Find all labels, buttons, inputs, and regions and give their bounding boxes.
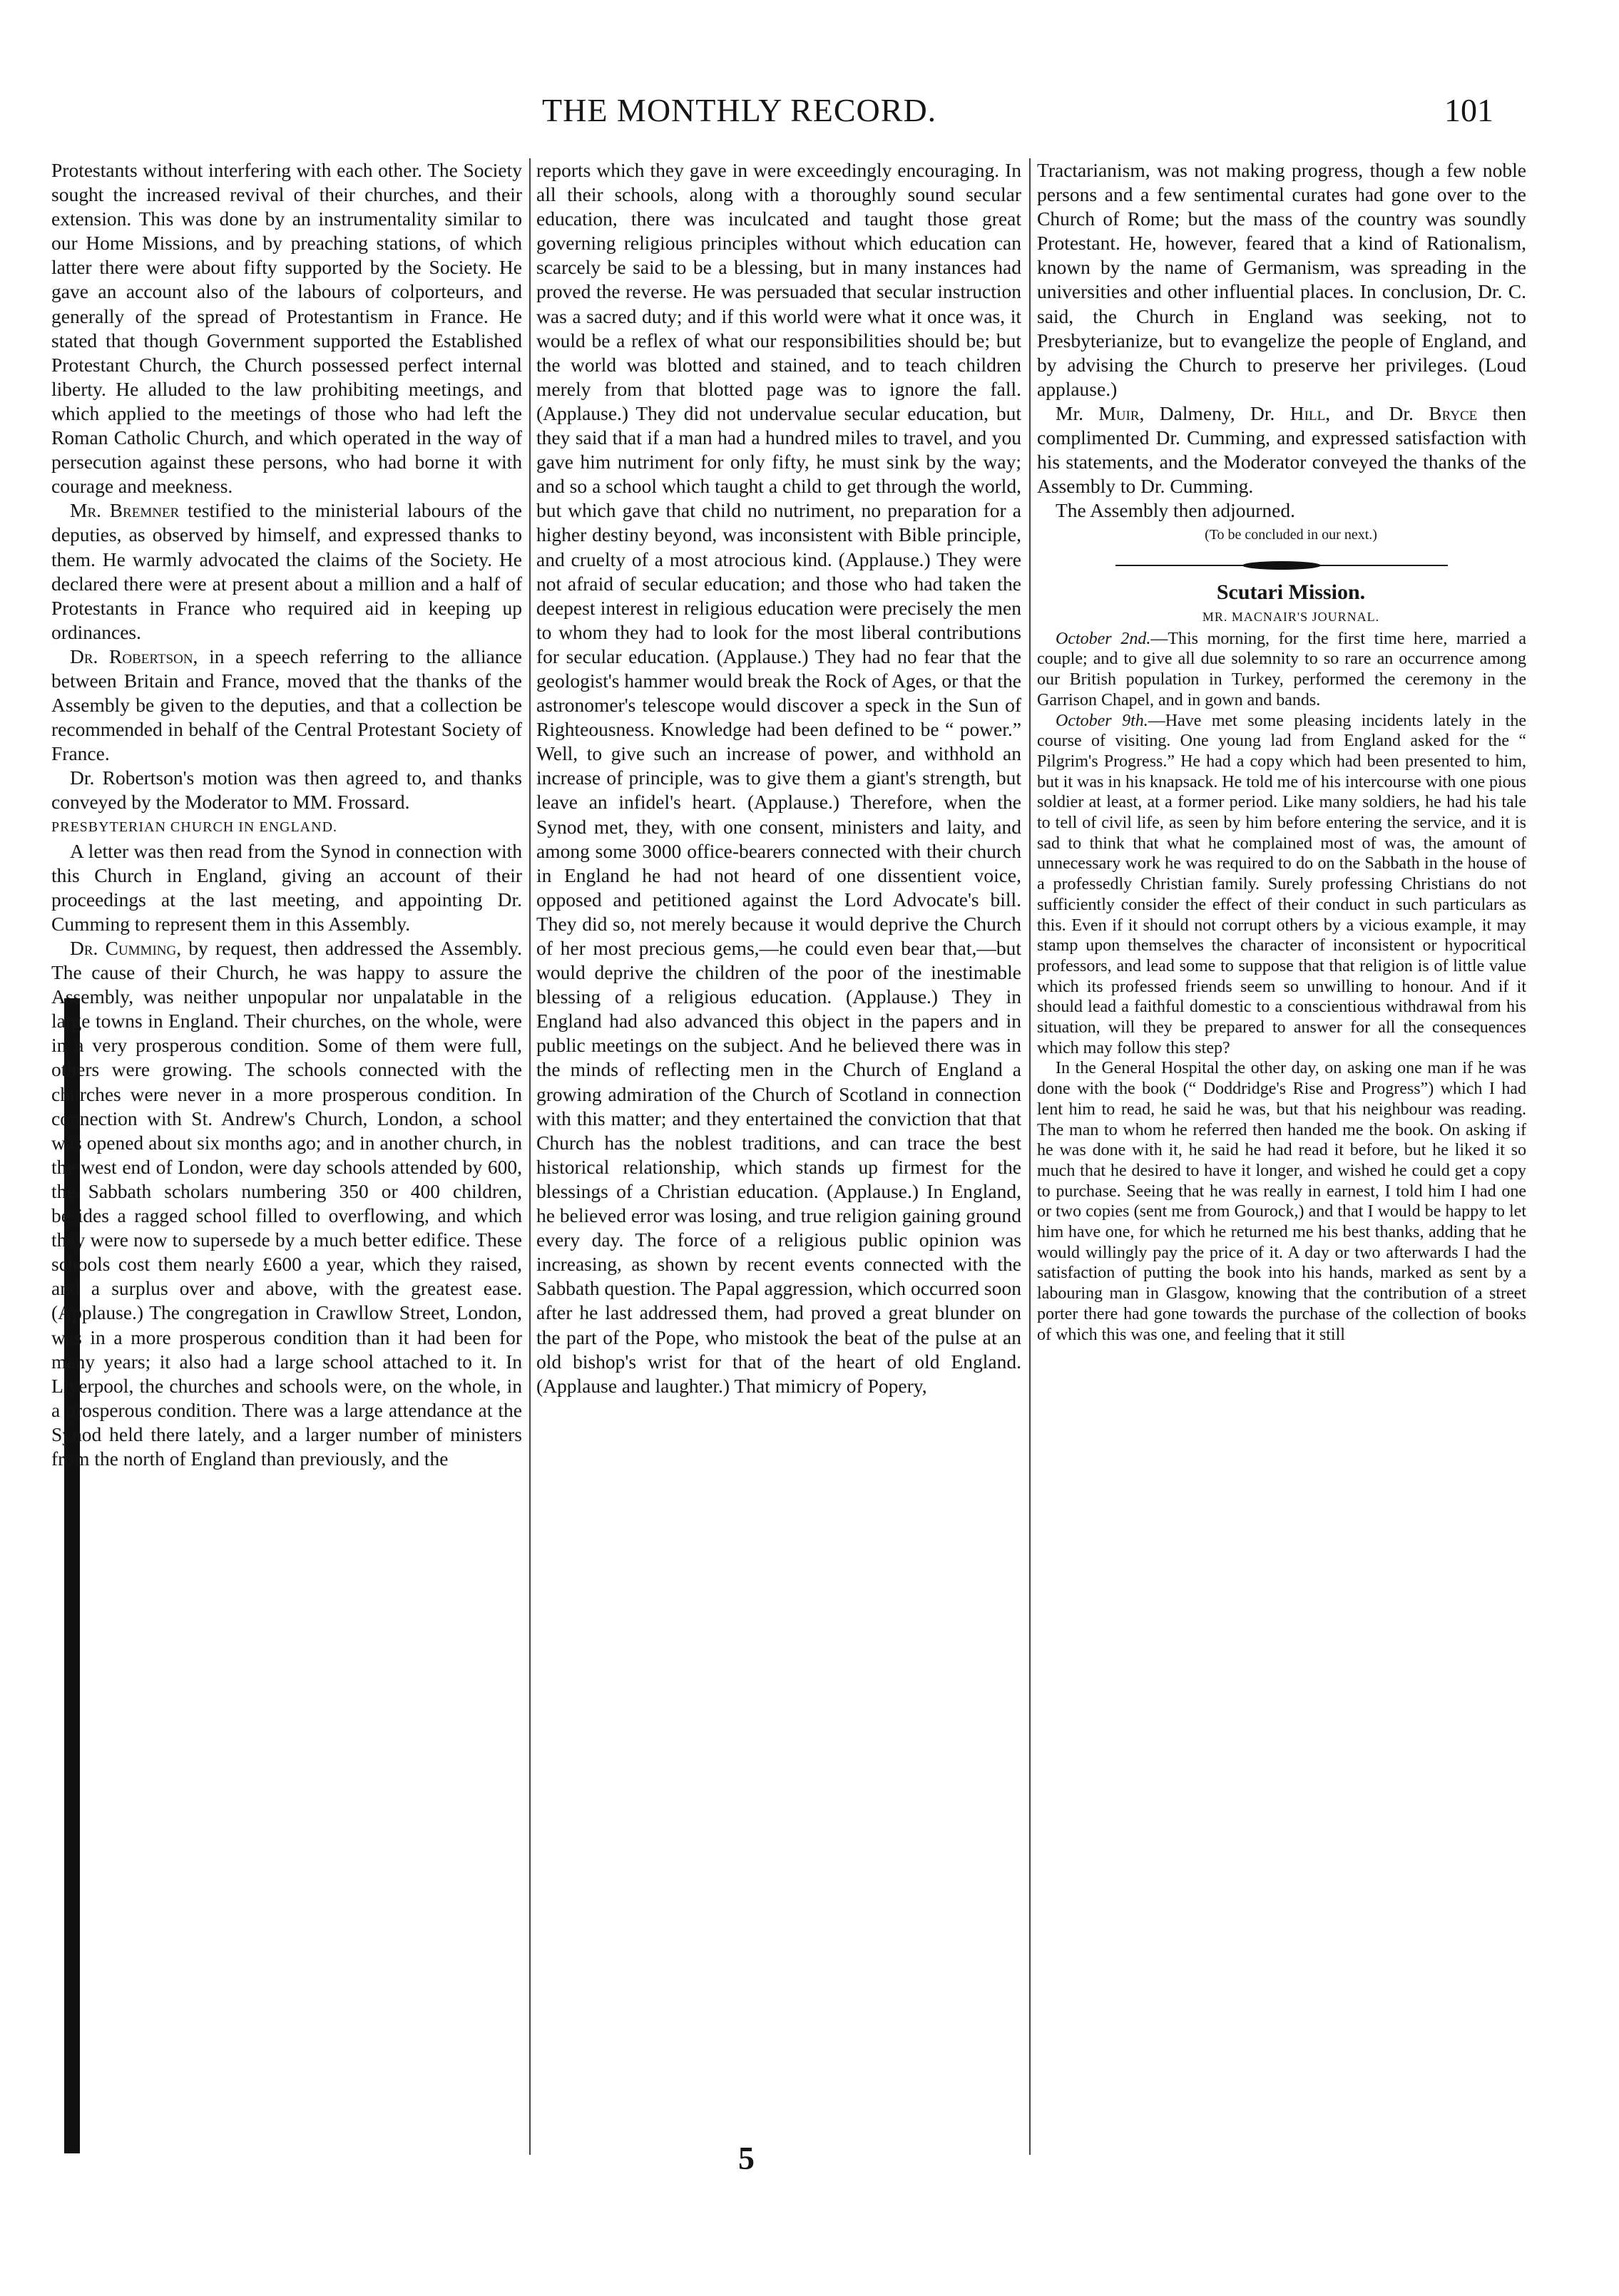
- paragraph-text: testified to the ministerial labours of the deputies, as observed by himself, and expressed thanks to them. He warmly advocated the claims of the Society. He declared there were at present about a million and a half of Protestants in France who required aid in keeping up ordinances.: [51, 499, 522, 643]
- column-right: [1037, 158, 1526, 1345]
- paragraph: reports which they gave in were exceedingly encouraging. In all their schools, along with a thoroughly sound secular education, there was inculcated and taught those great governing religious principles without which education can scarcely be said to be a blessing, but in many instances had proved the reverse. He was persuaded that secular instruction was a sacred duty; and if this world were what it once was, it would be a reflex of what our responsibilities should be; but the world was blotted and stained, and to teach children merely from that blotted page was to ignore the fall. (Applause.) They did not undervalue secular education, but they said that if a man had a hundred miles to travel, and you gave him nutriment for only fifty, he must sink by the way; and so a school which taught a child to get through the world, but which gave that child no nutriment, no preparation for a higher destiny beyond, was inconsistent with Bible principle, and cruelty of a most atrocious kind. (Applause.) They were not afraid of secular education; and those who had taken the deepest interest in religious education were precisely the men to whom they had to look for the most liberal contributions for secular education. (Applause.) They had no fear that the geologist's hammer would break the Rock of Ages, or that the astronomer's telescope would discover a speck in the Sun of Righteousness. Knowledge had been defined to be “ power.” Well, to give such an increase of power, and withhold an increase of principle, was to give them a giant's strength, but leave an infidel's heart. (Applause.) Therefore, when the Synod met, they, with one consent, ministers and laity, and among some 3000 office-bearers connected with their church in England he had not heard of one dissentient voice, opposed and petitioned against the Lord Advocate's bill. They did so, not merely because it would deprive the Church of her most precious gems,—he could even bear that,—but would deprive the children of the poor of the inestimable blessing of a religious education. (Applause.) They in England had also advanced this object in the papers and in public meetings on the subject. And he believed there was in the minds of reflecting men in the Church of England a growing admiration of the Church of Scotland in connection with this matter; and they entertained the conviction that that Church has the noblest traditions, and can trace the best historical relationship, which stands up firmest for the blessings of a Christian education. (Applause.) In England, he believed error was losing, and true religion gaining ground every day. The force of a religious public opinion was increasing, as shown by recent events connected with the Sabbath question. The Papal aggression, which occurred soon after he last addressed them, had proved a great blunder on the part of the Pope, who mistook the beat of the pulse at an old bishop's wrist for that of the heart of old England. (Applause and laughter.) That mimicry of Popery,: [536, 159, 1021, 1397]
- paragraph: [51, 936, 522, 1471]
- journal-entry: [1037, 629, 1526, 711]
- column-divider: [529, 158, 531, 2155]
- column-middle: [536, 158, 1021, 1398]
- speaker-name: Dr. Robertson: [70, 645, 193, 667]
- paragraph: [1037, 401, 1526, 498]
- speaker-name: Mr. Bremner: [70, 499, 180, 522]
- speaker-name: Muir: [1098, 401, 1140, 424]
- paragraph: Tractarianism, was not making progress, though a few noble persons and a few sentimental curates had gone over to the Church of Rome; but the mass of the country was soundly Protestant. He, however, feared that a kind of Rationalism, known by the name of Germanism, was spreading in the universities and other influential places. In conclusion, Dr. C. said, the Church in England was seeking, not to Presbyterianize, but to evangelize the people of England, and by advising the Church to preserve her privileges. (Loud applause.): [1037, 159, 1526, 400]
- paragraph: Protestants without interfering with each other. The Society sought the increased revival of their churches, and their extension. This was done by an instrumentality similar to our Home Missions, and by preaching stations, of which latter there were about fifty supported by the Society. He gave an account also of the labours of colporteurs, and generally of the spread of Protestantism in France. He stated that though Government supported the Established Protestant Church, the Church possessed perfect internal liberty. He alluded to the law prohibiting meetings, and which applied to the meetings of those who had left the Roman Catholic Church, and which operated in the way of persecution against these persons, who had borne it with courage and meekness.: [51, 159, 522, 498]
- paragraph-text: , Dalmeny, Dr.: [1139, 401, 1290, 424]
- journal-text: [1037, 629, 1526, 1346]
- paragraph: [51, 645, 522, 766]
- paragraph: A letter was then read from the Synod in connection with this Church in England, giving an account of their proceedings at the last meeting, and appointing Dr. Cumming to represent them in this Assembly.: [51, 839, 522, 935]
- column-divider: [1029, 158, 1031, 2155]
- paragraph-text: —Have met some pleasing incidents lately in the course of visiting. One young lad from England asked for the “ Pilgrim's Progress.” He had a copy which had been presented to him, but it was in his knapsack. He told me of his intercourse with one pious soldier at least, at a former period. Like many soldiers, he had his tale to tell of civil life, as seen by him before entering the service, and it is sad to think that what he complained most of was, the amount of unnecessary work he was required to do on the Sabbath in the house of a professedly Christian family. Surely professing Christians do not sufficiently consider the effect of their conduct in such particulars as this. Even if it should not corrupt others by a vicious example, it may stamp upon themselves the character of inconsistent or hypocritical professors, and lead some to suppose that that religion is of little value which its professed friends seem so unwilling to honour. And if it should lead a faithful domestic to a conscientious withdrawal from his situation, will they be prepared to answer for all the consequences which may follow this step?: [1037, 711, 1526, 1057]
- page-number: 101: [1444, 92, 1493, 128]
- section-heading: PRESBYTERIAN CHURCH IN ENGLAND.: [51, 819, 338, 835]
- journal-title: MR. MACNAIR'S JOURNAL.: [1202, 609, 1380, 624]
- column-left: [51, 158, 522, 1471]
- paragraph-text: then complimented Dr. Cumming, and expressed satisfaction with his statements, and the Moderator conveyed the thanks of the Assembly to Dr. Cumming.: [1037, 401, 1526, 498]
- speaker-name: Dr. Cumming: [70, 937, 177, 959]
- paragraph: Dr. Robertson's motion was then agreed to, and thanks conveyed by the Moderator to MM. Frossard.: [51, 767, 522, 814]
- paragraph-text: —This morning, for the first time here, married a couple; and to give all due solemnity to so rare an occurrence among our British population in Turkey, performed the ceremony in the Garrison Chapel, and in gown and bands.: [1037, 629, 1526, 709]
- section-title: Scutari Mission.: [1216, 580, 1366, 604]
- paragraph-text: Mr.: [1056, 401, 1099, 424]
- paragraph-text: , and Dr.: [1325, 401, 1429, 424]
- rule-ornament: [1242, 561, 1321, 570]
- paragraph-text: , in a speech referring to the alliance between Britain and France, moved that the thanks of the Assembly be given to the deputies, and that a collection be recommended in behalf of the Central Protestant Society of France.: [51, 645, 522, 765]
- running-header: THE MONTHLY RECORD.: [542, 92, 937, 128]
- speaker-name: Bryce: [1429, 401, 1478, 424]
- journal-entry: In the General Hospital the other day, on asking one man if he was done with the book (“ Doddridge's Rise and Progress”) which I had lent him to read, he said he was, but that his neighbour was reading. The man to whom he referred then handed me the book. On asking if he was done with it, he said he had read it before, but he liked it so much that he desired to have it longer, and wished he could get a copy to purchase. Seeing that he was really in earnest, I told him I had one or two copies (sent me from Gourock,) and that I would be happy to let him have one, for which he returned me his best thanks, adding that he would willingly pay the price of it. A day or two afterwards I had the satisfaction of putting the book into his hands, marked as sent by a labouring man in Glasgow, knowing that the contribution of a street porter there had gone towards the purchase of the collection of books of which this was one, and feeling that it still: [1037, 1059, 1526, 1344]
- paragraph-text: , by request, then addressed the Assembly. The cause of their Church, he was happy to assure the Assembly, was neither unpopular nor unpalatable in the large towns in England. Their churches, on the whole, were in a very prosperous condition. Some of them were full, others were growing. The schools connected with the churches were never in a more prosperous condition. In connection with St. Andrew's Church, London, a school was opened about six months ago; and in another church, in the west end of London, were day schools attended by 600, the Sabbath scholars numbering 350 or 400 children, besides a ragged school filled to overflowing, and which they were now to supersede by a much better edifice. These schools cost them nearly £600 a year, which they raised, and a surplus over and above, with the greatest ease. (Applause.) The congregation in Crawllow Street, London, was in a more prosperous condition than it had been for many years; it also had a large school attached to it. In Liverpool, the churches and schools were, on the whole, in a prosperous condition. There was a large attendance at the Synod held there lately, and a larger number of ministers from the north of England than previously, and the: [51, 937, 523, 1470]
- paragraph: [51, 498, 522, 645]
- paragraph: The Assembly then adjourned.: [1056, 499, 1296, 522]
- entry-date: October 9th.: [1056, 711, 1148, 730]
- signature-mark: 5: [738, 2140, 755, 2176]
- entry-date: October 2nd.: [1056, 629, 1151, 648]
- ornamental-rule: [1037, 553, 1526, 578]
- continuation-note: (To be concluded in our next.): [1205, 527, 1377, 543]
- journal-entry: [1037, 711, 1526, 1059]
- speaker-name: Hill: [1289, 401, 1326, 424]
